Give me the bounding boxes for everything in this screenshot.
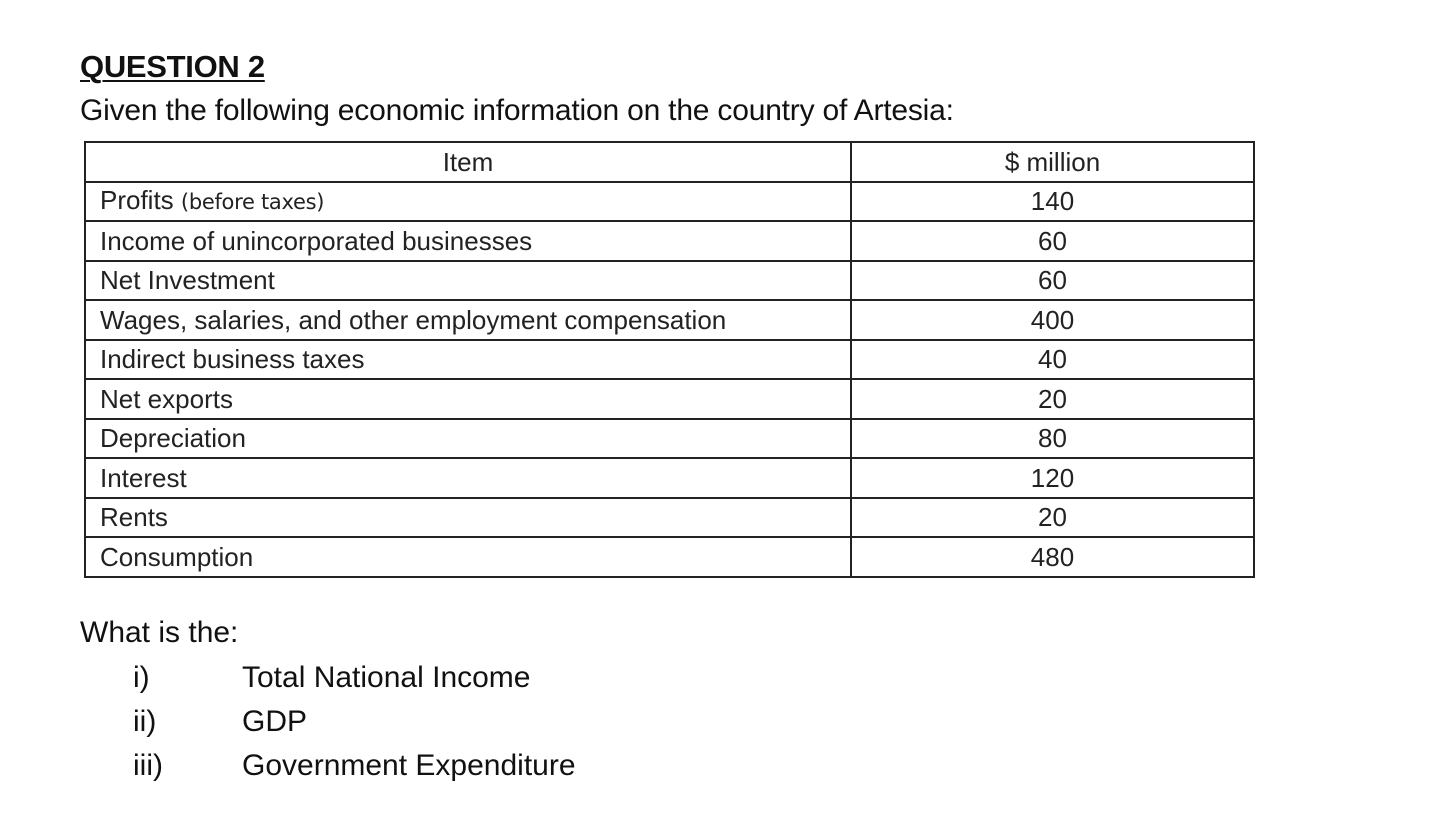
table-header-row	[85, 142, 1254, 182]
table-row	[85, 182, 1254, 222]
question-marker: iii)	[133, 749, 163, 782]
item-column-header: Item	[85, 142, 851, 182]
question-heading: QUESTION 2	[80, 49, 265, 84]
question-text: GDP	[242, 705, 308, 738]
value-cell: 480	[851, 537, 1254, 577]
item-cell	[85, 182, 851, 222]
question-prompt: What is the:	[80, 616, 239, 649]
intro-text: Given the following economic information on the country of Artesia:	[80, 94, 954, 127]
item-cell: Income of unincorporated businesses	[85, 221, 851, 261]
value-cell: 120	[851, 458, 1254, 498]
table-row	[85, 537, 1254, 577]
table-row	[85, 419, 1254, 459]
value-cell: 140	[851, 182, 1254, 222]
table-row	[85, 340, 1254, 380]
item-cell: Consumption	[85, 537, 851, 577]
question-item	[0, 700, 800, 744]
question-list	[0, 656, 800, 788]
question-text: Government Expenditure	[242, 749, 576, 782]
table-row	[85, 379, 1254, 419]
table-row	[85, 300, 1254, 340]
value-column-header: $ million	[851, 142, 1254, 182]
value-cell: 60	[851, 221, 1254, 261]
item-note: (before taxes)	[180, 190, 325, 215]
question-marker: i)	[133, 661, 150, 694]
value-cell: 40	[851, 340, 1254, 380]
table-row	[85, 261, 1254, 301]
value-cell: 80	[851, 419, 1254, 459]
value-cell: 60	[851, 261, 1254, 301]
item-cell: Net exports	[85, 379, 851, 419]
item-cell: Wages, salaries, and other employment compensation	[85, 300, 851, 340]
question-text: Total National Income	[242, 661, 531, 694]
item-cell: Net Investment	[85, 261, 851, 301]
item-cell: Indirect business taxes	[85, 340, 851, 380]
table-row	[85, 458, 1254, 498]
table-row	[85, 221, 1254, 261]
economic-data-table	[84, 141, 1255, 578]
item-cell: Rents	[85, 498, 851, 538]
value-cell: 20	[851, 498, 1254, 538]
question-item	[0, 656, 800, 700]
question-item	[0, 744, 800, 788]
value-cell: 400	[851, 300, 1254, 340]
item-cell: Interest	[85, 458, 851, 498]
table-row	[85, 498, 1254, 538]
value-cell: 20	[851, 379, 1254, 419]
question-marker: ii)	[133, 705, 157, 738]
item-cell: Depreciation	[85, 419, 851, 459]
item-label: Profits	[100, 185, 174, 216]
